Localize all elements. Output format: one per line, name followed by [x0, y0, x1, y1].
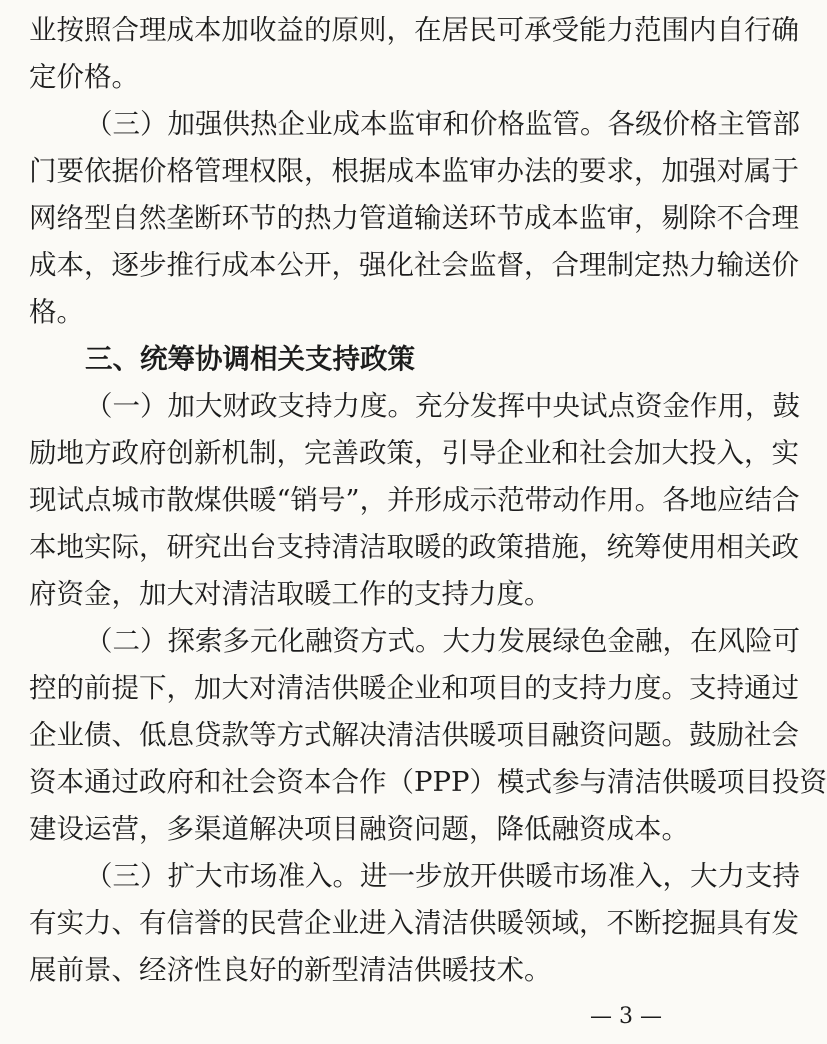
body-line: 本地实际，研究出台支持清洁取暖的政策措施，统筹使用相关政 [29, 531, 799, 563]
body-line: 有实力、有信誉的民营企业进入清洁供暖领域，不断挖掘具有发 [29, 907, 799, 939]
body-line: 网络型自然垄断环节的热力管道输送环节成本监审，剔除不合理 [29, 202, 799, 234]
paragraph-first-line: （三）扩大市场准入。进一步放开供暖市场准入，大力支持 [85, 860, 800, 892]
body-line: 企业债、低息贷款等方式解决清洁供暖项目融资问题。鼓励社会 [29, 719, 799, 751]
body-line: 资本通过政府和社会资本合作（PPP）模式参与清洁供暖项目投资 [29, 766, 827, 798]
body-line: 成本，逐步推行成本公开，强化社会监督，合理制定热力输送价 [29, 249, 799, 281]
paragraph-first-line: （三）加强供热企业成本监审和价格监管。各级价格主管部 [85, 108, 800, 140]
paragraph-first-line: （一）加大财政支持力度。充分发挥中央试点资金作用，鼓 [85, 390, 800, 422]
paragraph-first-line: （二）探索多元化融资方式。大力发展绿色金融，在风险可 [85, 625, 800, 657]
page-number: — 3 — [590, 1004, 662, 1029]
body-line: 励地方政府创新机制，完善政策，引导企业和社会加大投入，实 [29, 437, 799, 469]
body-line: 业按照合理成本加收益的原则，在居民可承受能力范围内自行确 [29, 14, 799, 46]
body-line: 格。 [29, 296, 84, 328]
body-line: 展前景、经济性良好的新型清洁供暖技术。 [29, 954, 552, 986]
body-line: 定价格。 [29, 61, 139, 93]
body-line: 控的前提下，加大对清洁供暖企业和项目的支持力度。支持通过 [29, 672, 799, 704]
body-line: 门要依据价格管理权限，根据成本监审办法的要求，加强对属于 [29, 155, 799, 187]
body-line: 建设运营，多渠道解决项目融资问题，降低融资成本。 [29, 813, 689, 845]
section-heading: 三、统筹协调相关支持政策 [85, 343, 415, 375]
body-line: 现试点城市散煤供暖“销号”，并形成示范带动作用。各地应结合 [29, 484, 800, 516]
body-line: 府资金，加大对清洁取暖工作的支持力度。 [29, 578, 552, 610]
